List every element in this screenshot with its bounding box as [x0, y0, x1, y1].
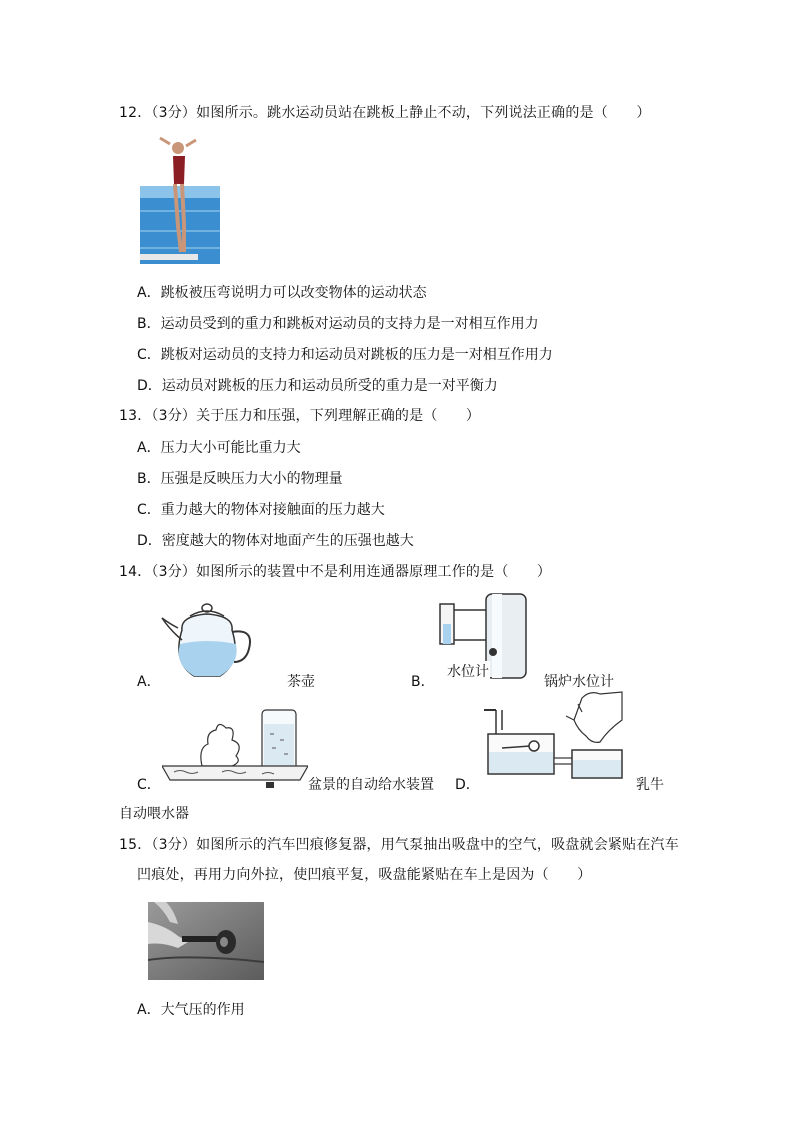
q13-option-d: D．密度越大的物体对地面产生的压强也越大 [137, 533, 414, 549]
question-15-stem-line2: 凹痕处，再用力向外拉，使凹痕平复，吸盘能紧贴在车上是因为（ ） [137, 867, 592, 883]
q12-option-c: C．跳板对运动员的支持力和运动员对跳板的压力是一对相互作用力 [137, 347, 553, 363]
q13-option-c: C．重力越大的物体对接触面的压力越大 [137, 502, 385, 518]
diver-image [140, 136, 220, 264]
question-12-stem: 12．（3分）如图所示。跳水运动员站在跳板上静止不动，下列说法正确的是（ ） [119, 105, 651, 121]
car-dent-repair-image [148, 902, 264, 980]
q14-option-d-caption-wrap: 自动喂水器 [119, 806, 189, 822]
q14-option-a-caption: 茶壶 [287, 674, 315, 690]
question-13-stem: 13．（3分）关于压力和压强，下列理解正确的是（ ） [119, 408, 481, 424]
teapot-image [160, 600, 260, 682]
q12-option-b: B．运动员受到的重力和跳板对运动员的支持力是一对相互作用力 [137, 316, 539, 332]
q12-option-d: D．运动员对跳板的压力和运动员所受的重力是一对平衡力 [137, 378, 498, 394]
q14-option-a-letter: A． [137, 674, 161, 690]
q12-option-a: A．跳板被压弯说明力可以改变物体的运动状态 [137, 285, 427, 301]
q14-option-b-caption: 锅炉水位计 [544, 674, 614, 690]
question-15-stem-line1: 15．（3分）如图所示的汽车凹痕修复器，用气泵抽出吸盘中的空气，吸盘就会紧贴在汽车 [119, 837, 679, 853]
cow-water-feeder-image [482, 690, 624, 786]
q14-option-d-caption: 乳牛 [636, 777, 664, 793]
potted-landscape-image [162, 704, 308, 788]
q15-option-a: A．大气压的作用 [137, 1002, 245, 1018]
q14-option-b-letter: B． [411, 674, 435, 690]
q13-option-a: A．压力大小可能比重力大 [137, 440, 301, 456]
q14-option-b-inner-label: 水位计 [446, 661, 490, 681]
q13-option-b: B．压强是反映压力大小的物理量 [137, 471, 343, 487]
q14-option-c-caption: 盆景的自动给水装置 [308, 777, 434, 793]
question-14-stem: 14．（3分）如图所示的装置中不是利用连通器原理工作的是（ ） [119, 564, 552, 580]
q14-option-c-letter: C． [137, 777, 161, 793]
q14-option-d-letter: D． [455, 777, 480, 793]
